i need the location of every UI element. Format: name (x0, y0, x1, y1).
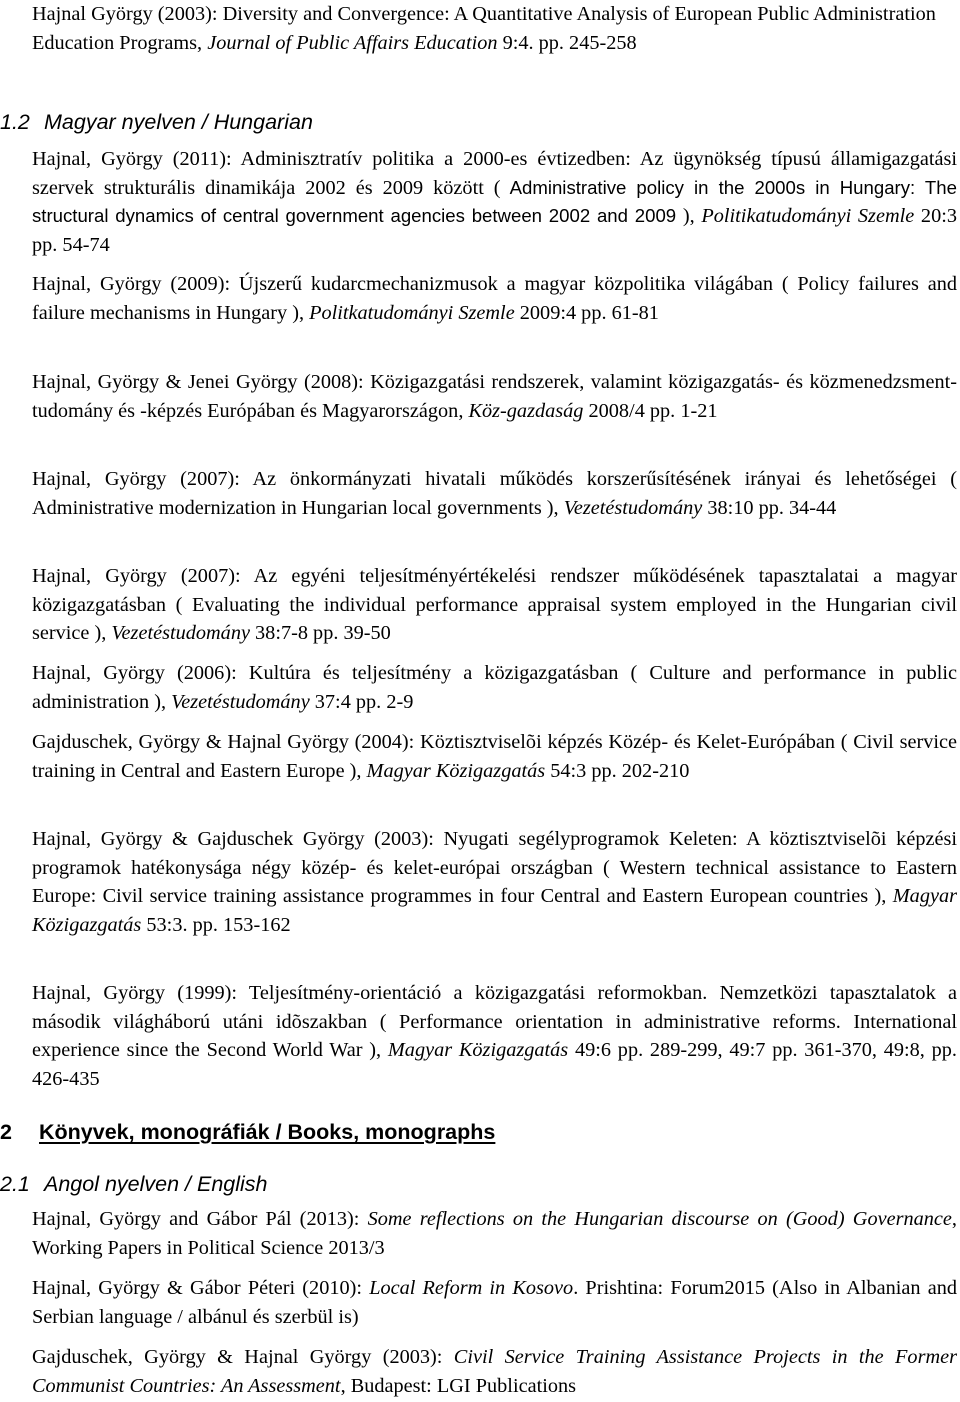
publication-entry (32, 1205, 957, 1262)
entry-text: 54:3 pp. 202-210 (545, 759, 690, 782)
publication-entry (32, 659, 957, 716)
publication-entry (32, 270, 957, 327)
entry-text: Hajnal György (2003): Diversity and Convergence: A Quantitative Analysis of European Public Administration Education Programs, (32, 3, 936, 54)
entry-text: Hajnal, György (1999): Teljesítmény-orientáció a közigazgatási reformokban. Nemzetközi tapasztalatok a második világháború utáni idõszakban ( Performance orientation in administrative reforms. International experience since the Second World War ), (32, 982, 957, 1061)
entry-text: 2009:4 pp. 61-81 (514, 301, 659, 324)
entry-text: Hajnal, György (2011): Adminisztratív politika a 2000-es évtizedben: Az ügynökség típusú államigazgatási szervek strukturális dinamikája 2002 és 2009 között ( (32, 148, 957, 199)
entry-text: Hajnal, György (2009): Újszerű kudarcmechanizmusok a magyar közpolitika világában ( Policy failures and failure mechanisms in Hungary ), (32, 273, 957, 324)
entry-text: 49:6 pp. 289-299, 49:7 pp. 361-370, 49:8, pp. 426-435 (32, 1039, 957, 1090)
publication-entry (32, 368, 957, 425)
publication-entry (32, 728, 957, 785)
entry-text: Gajduschek, György & Hajnal György (2003): (32, 1346, 454, 1368)
entry-text: 38:7-8 pp. 39-50 (249, 622, 391, 644)
entry-text: Hajnal, György (2007): Az önkormányzati hivatali működés korszerűsítésének irányai és lehetőségei ( Administrative modernization in Hungarian local governments ), (32, 468, 957, 519)
entry-text: Hajnal, György & Jenei György (2008): Közigazgatási rendszerek, valamint közigazgatás- és közmenedzsment-tudomány és -képzés Európában és Magyarországon, (32, 371, 957, 422)
entry-text: 2008/4 pp. 1-21 (583, 399, 718, 422)
journal-title: Magyar Közigazgatás (32, 885, 957, 936)
entry-text: ), (676, 205, 702, 227)
entry-text: Hajnal, György (2006): Kultúra és teljesítmény a közigazgatásban ( Culture and performance in public administration ), (32, 662, 957, 713)
section-heading-1-2 (0, 108, 313, 136)
entry-text: Hajnal, György & Gajduschek György (2003): Nyugati segélyprogramok Keleten: A köztisztviselõi képzési programok hatékonysága négy közép- és kelet-európai országban ( Western technical assistance to Eastern Europe: Civil service training assistance programmes in four Central and Eastern European countries ), (32, 828, 957, 907)
journal-title: Vezetéstudomány (111, 622, 250, 644)
section-heading-2-1 (0, 1170, 268, 1198)
section-title: Magyar nyelven / Hungarian (44, 110, 313, 134)
book-title: Local Reform in Kosovo (369, 1277, 574, 1299)
entry-text: 38:10 pp. 34-44 (702, 496, 837, 519)
book-title: Some reflections on the Hungarian discourse on (Good) Governance (367, 1208, 952, 1230)
journal-title: Vezetéstudomány (171, 690, 310, 713)
journal-title: Magyar Közigazgatás (387, 1039, 569, 1061)
journal-title: Köz-gazdaság (468, 399, 584, 422)
section-number: 2 (0, 1120, 12, 1144)
entry-translation: Administrative policy in the 2000s in Hungary: The structural dynamics of central government agencies between 2002 and 2009 (32, 176, 957, 226)
publication-entry (32, 825, 957, 939)
entry-text: 53:3. pp. 153-162 (141, 913, 291, 936)
section-heading-2 (0, 1118, 496, 1146)
journal-title: Journal of Public Affairs Education (207, 31, 498, 54)
entry-text: , Working Papers in Political Science 2013/3 (32, 1208, 957, 1259)
publication-entry (32, 465, 957, 522)
journal-title: Politkatudományi Szemle (309, 301, 515, 324)
entry-text: 37:4 pp. 2-9 (309, 690, 414, 713)
entry-text: Gajduschek, György & Hajnal György (2004): Köztisztviselõi képzés Közép- és Kelet-Európában ( Civil service training in Central and Eastern Europe ), (32, 731, 957, 782)
section-number: 2.1 (0, 1172, 30, 1196)
publication-entry (32, 1274, 957, 1331)
entry-text: Hajnal, György & Gábor Péteri (2010): (32, 1277, 370, 1299)
section-title: Angol nyelven / English (44, 1172, 268, 1196)
entry-text: Hajnal, György (2007): Az egyéni teljesítményértékelési rendszer működésének tapasztalatai a magyar közigazgatásban ( Evaluating the individual performance appraisal system employed in the Hungarian civil service ), (32, 565, 957, 644)
publication-entry (32, 562, 957, 648)
publication-entry (32, 1343, 957, 1400)
book-title: Civil Service Training Assistance Projects in the Former Communist Countries: An Assessment (32, 1346, 958, 1397)
entry-text: . Prishtina: Forum2015 (Also in Albanian and Serbian language / albánul és szerbül is) (32, 1277, 958, 1328)
section-number: 1.2 (0, 110, 30, 134)
entry-text: Hajnal, György and Gábor Pál (2013): (32, 1208, 368, 1230)
section-title: Könyvek, monográfiák / Books, monographs (39, 1120, 496, 1144)
journal-title: Magyar Közigazgatás (366, 759, 546, 782)
publication-entry (32, 979, 957, 1093)
journal-title: Politikatudományi Szemle (701, 205, 915, 227)
journal-title: Vezetéstudomány (563, 496, 703, 519)
entry-text: 9:4. pp. 245-258 (497, 31, 637, 54)
publication-entry (32, 145, 957, 259)
publication-entry (32, 0, 957, 57)
entry-text: 20:3 pp. 54-74 (32, 205, 957, 256)
entry-text: , Budapest: LGI Publications (340, 1374, 577, 1397)
